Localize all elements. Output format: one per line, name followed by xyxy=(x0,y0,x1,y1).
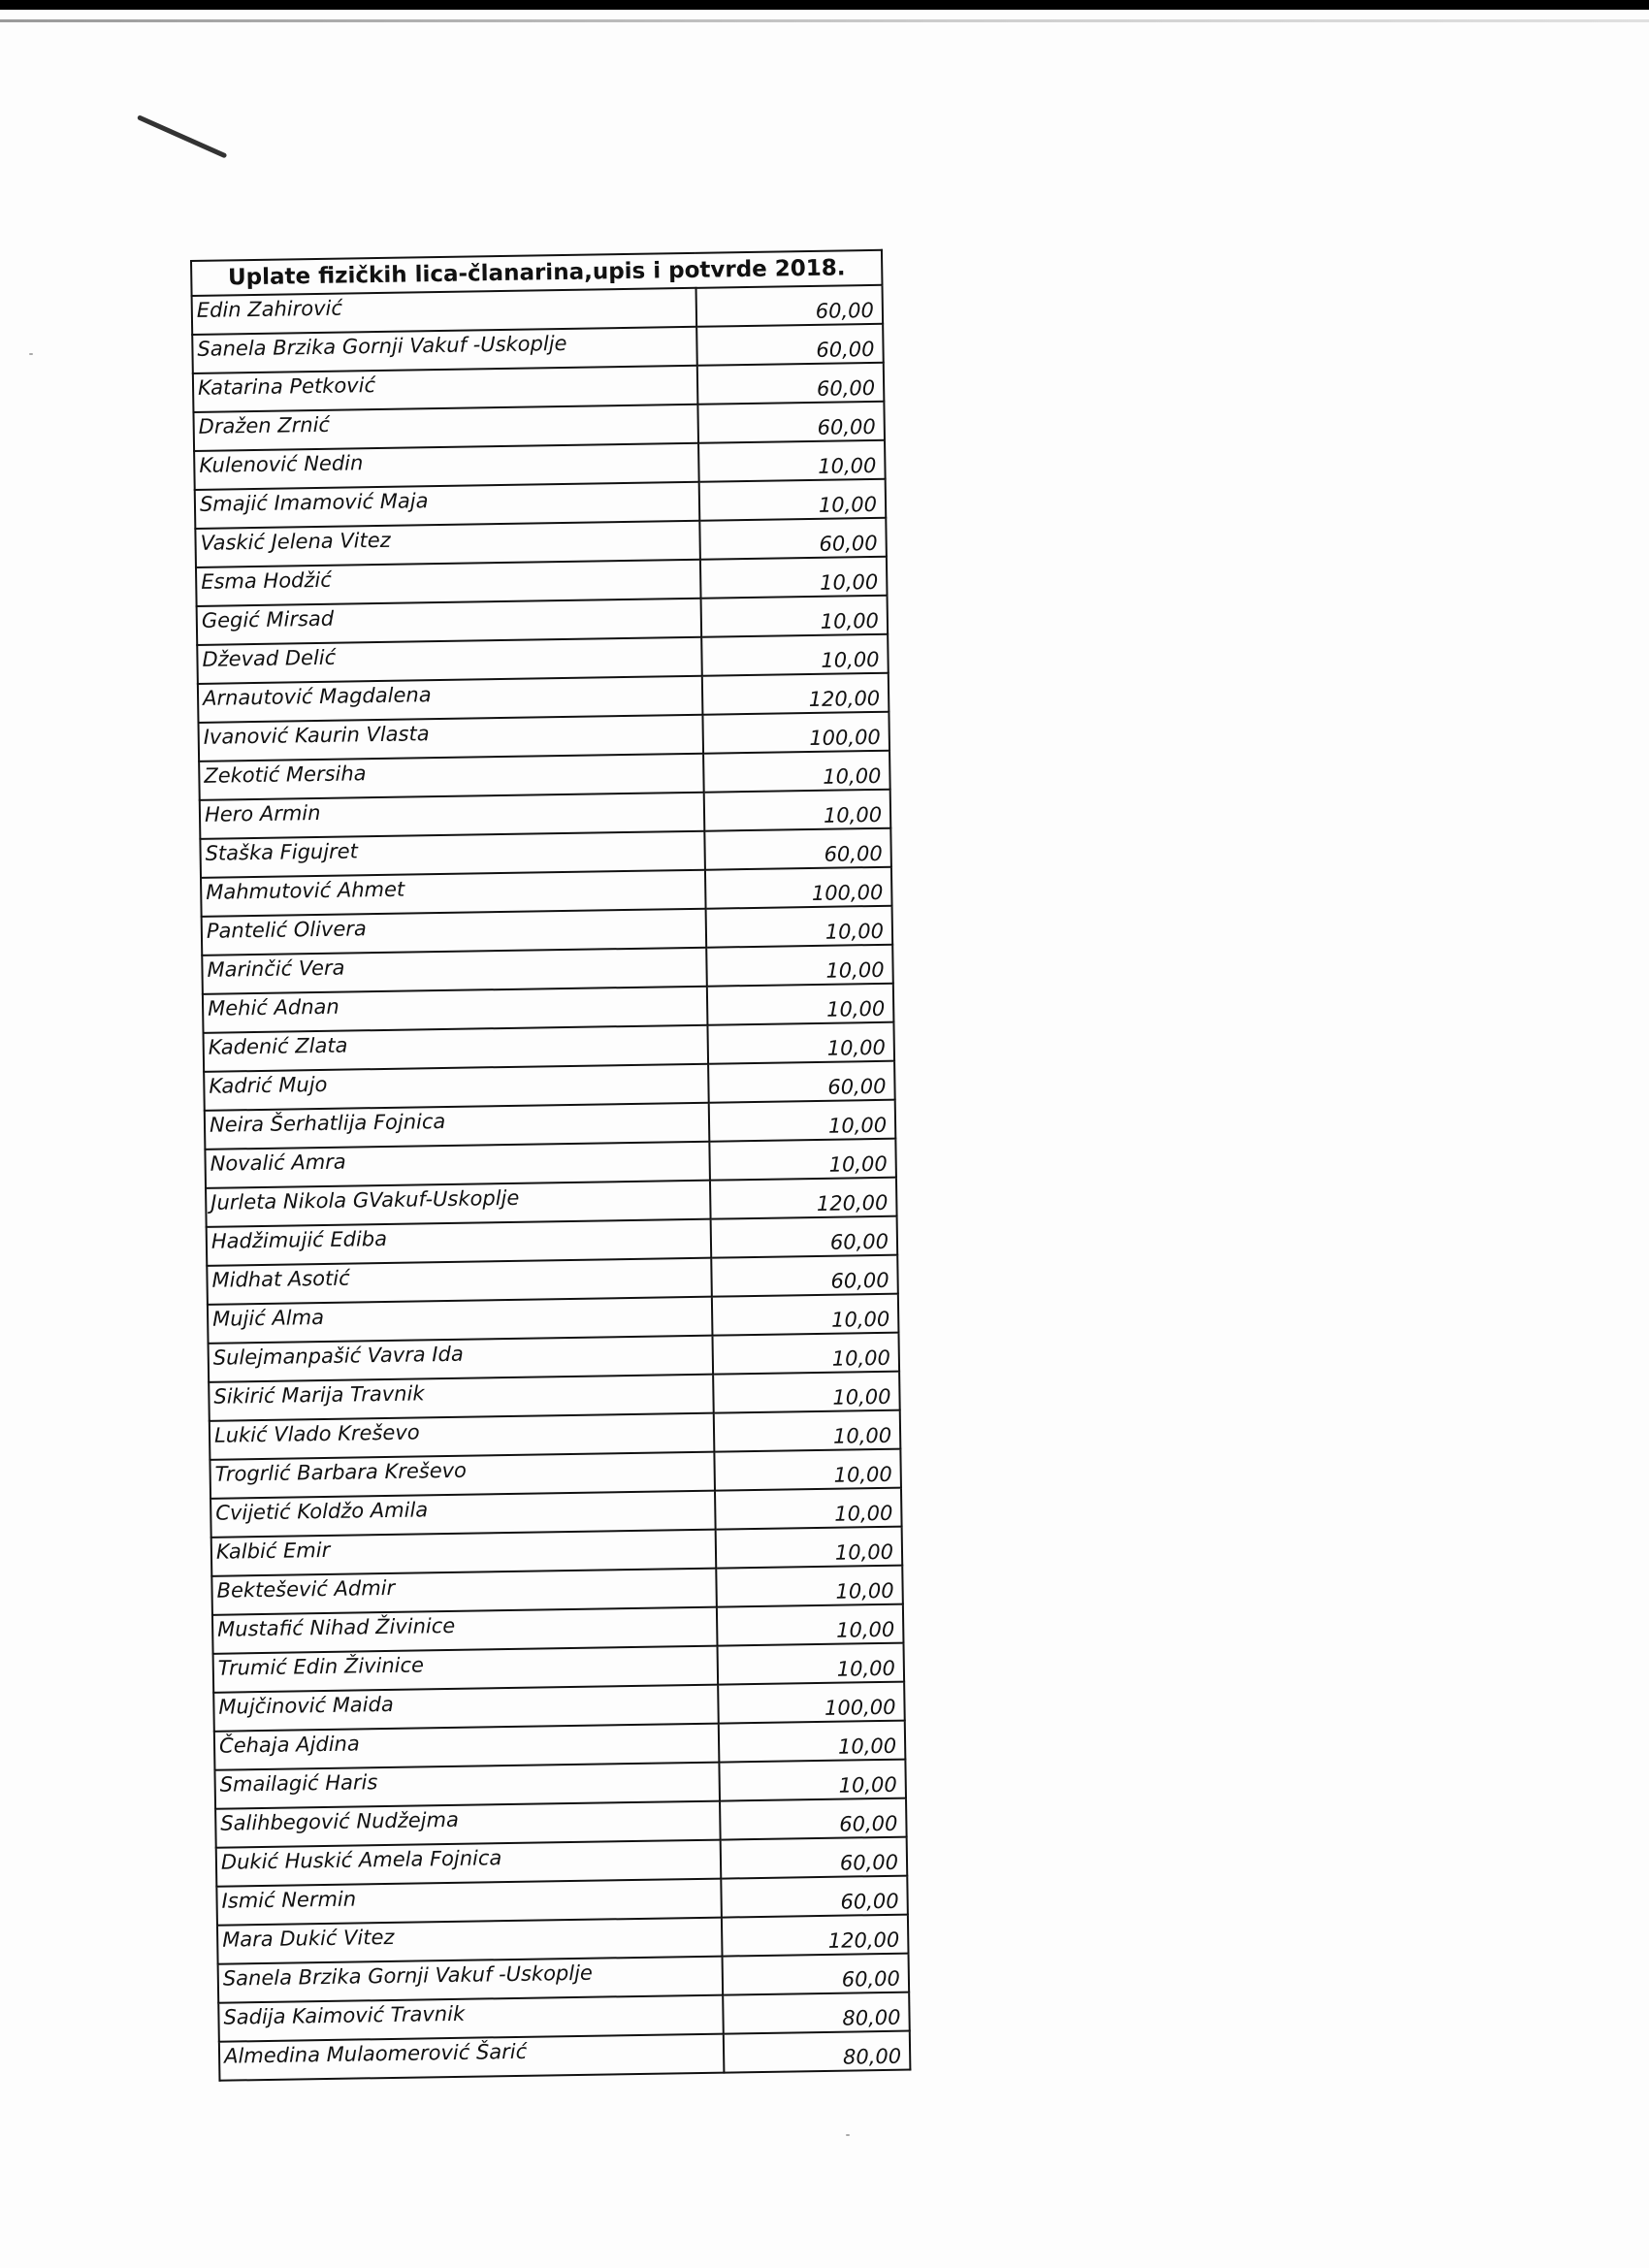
payer-name-cell: Sikirić Marija Travnik xyxy=(209,1375,714,1421)
payment-amount-cell: 60,00 xyxy=(721,1876,908,1918)
payment-amount-cell: 10,00 xyxy=(714,1449,901,1491)
payer-name-cell: Staška Figujret xyxy=(200,831,705,878)
payment-amount-cell: 60,00 xyxy=(696,285,884,327)
payment-amount-cell: 10,00 xyxy=(709,1139,896,1181)
payment-amount-cell: 10,00 xyxy=(698,440,886,482)
payer-name-cell: Cvijetić Koldžo Amila xyxy=(210,1491,716,1538)
payment-amount-cell: 100,00 xyxy=(702,712,889,754)
payment-amount-cell: 60,00 xyxy=(723,1954,910,1995)
payment-amount-cell: 60,00 xyxy=(696,324,884,366)
payment-amount-cell: 60,00 xyxy=(721,1837,908,1879)
payer-name-cell: Mujić Alma xyxy=(208,1297,713,1344)
payer-name-cell: Salihbegović Nudžejma xyxy=(215,1801,721,1848)
payments-table xyxy=(190,249,911,2082)
payment-amount-cell: 120,00 xyxy=(702,673,889,715)
paper-speck xyxy=(846,2134,850,2136)
payment-amount-cell: 10,00 xyxy=(701,596,889,637)
payer-name-cell: Bektešević Admir xyxy=(211,1569,717,1615)
payment-amount-cell: 60,00 xyxy=(697,363,885,405)
payer-name-cell: Esma Hodžić xyxy=(196,560,701,606)
payer-name-cell: Midhat Asotić xyxy=(207,1258,712,1305)
payment-amount-cell: 10,00 xyxy=(717,1604,904,1646)
payment-amount-cell: 10,00 xyxy=(718,1643,905,1685)
payer-name-cell: Mujčinović Maida xyxy=(213,1685,719,1732)
payment-amount-cell: 10,00 xyxy=(719,1760,906,1801)
payer-name-cell: Dukić Huskić Amela Fojnica xyxy=(216,1840,722,1887)
payer-name-cell: Jurleta Nikola GVakuf-Uskoplje xyxy=(206,1181,711,1227)
payment-amount-cell: 60,00 xyxy=(711,1255,898,1297)
payer-name-cell: Smajić Imamović Maja xyxy=(195,482,700,529)
payer-name-cell: Arnautović Magdalena xyxy=(198,676,703,723)
payer-name-cell: Marinčić Vera xyxy=(202,948,707,994)
payer-name-cell: Kadenić Zlata xyxy=(204,1025,709,1072)
payer-name-cell: Ismić Nermin xyxy=(216,1879,722,1926)
payment-amount-cell: 60,00 xyxy=(697,402,885,443)
payment-amount-cell: 60,00 xyxy=(711,1216,898,1258)
payment-amount-cell: 80,00 xyxy=(724,2031,911,2073)
payer-name-cell: Dževad Delić xyxy=(197,637,702,684)
payer-name-cell: Sanela Brzika Gornji Vakuf -Uskoplje xyxy=(192,327,697,373)
payer-name-cell: Trogrlić Barbara Kreševo xyxy=(210,1452,715,1499)
payment-amount-cell: 60,00 xyxy=(699,518,887,560)
staple-mark xyxy=(137,114,227,158)
table-title: Uplate fizičkih lica-članarina,upis i potvrde 2018. xyxy=(191,250,882,296)
payer-name-cell: Vaskić Jelena Vitez xyxy=(195,521,700,567)
scan-artifact-line xyxy=(0,19,1649,22)
scan-border xyxy=(0,0,1649,10)
payment-amount-cell: 10,00 xyxy=(707,1022,894,1064)
payer-name-cell: Sanela Brzika Gornji Vakuf -Uskoplje xyxy=(218,1957,724,2003)
payer-name-cell: Ivanović Kaurin Vlasta xyxy=(198,715,703,761)
payment-amount-cell: 100,00 xyxy=(718,1682,905,1724)
payer-name-cell: Neira Šerhatlija Fojnica xyxy=(205,1103,710,1150)
payment-amount-cell: 10,00 xyxy=(701,634,889,676)
payment-amount-cell: 80,00 xyxy=(723,1993,910,2034)
payment-amount-cell: 10,00 xyxy=(703,751,890,793)
payer-name-cell: Novalić Amra xyxy=(205,1142,710,1188)
payer-name-cell: Kulenović Nedin xyxy=(194,443,699,490)
payer-name-cell: Katarina Petković xyxy=(193,366,698,412)
payment-amount-cell: 10,00 xyxy=(699,479,887,521)
payment-amount-cell: 60,00 xyxy=(720,1798,907,1840)
payer-name-cell: Čehaja Ajdina xyxy=(214,1724,720,1770)
payer-name-cell: Mustafić Nihad Živinice xyxy=(212,1607,718,1654)
payment-amount-cell: 100,00 xyxy=(705,867,892,909)
payer-name-cell: Mahmutović Ahmet xyxy=(201,870,706,917)
payer-name-cell: Kalbić Emir xyxy=(211,1530,717,1576)
payments-document xyxy=(190,249,909,2082)
payer-name-cell: Pantelić Olivera xyxy=(202,909,707,956)
payment-amount-cell: 10,00 xyxy=(714,1410,901,1452)
payment-amount-cell: 60,00 xyxy=(704,828,891,870)
payer-name-cell: Mara Dukić Vitez xyxy=(217,1918,723,1964)
payment-amount-cell: 10,00 xyxy=(706,906,893,948)
payment-amount-cell: 10,00 xyxy=(712,1333,899,1375)
payment-amount-cell: 10,00 xyxy=(715,1488,902,1530)
payment-amount-cell: 120,00 xyxy=(722,1915,909,1957)
payment-amount-cell: 10,00 xyxy=(712,1294,899,1336)
payer-name-cell: Almedina Mulaomerović Šarić xyxy=(219,2034,725,2081)
payer-name-cell: Edin Zahirović xyxy=(192,288,697,335)
payer-name-cell: Zekotić Mersiha xyxy=(199,754,704,800)
payment-amount-cell: 10,00 xyxy=(709,1100,896,1142)
payment-amount-cell: 10,00 xyxy=(706,945,893,987)
payment-amount-cell: 10,00 xyxy=(704,790,891,831)
payer-name-cell: Sulejmanpašić Vavra Ida xyxy=(209,1336,714,1382)
payer-name-cell: Trumić Edin Živinice xyxy=(213,1646,719,1693)
payer-name-cell: Kadrić Mujo xyxy=(204,1064,709,1111)
payment-amount-cell: 10,00 xyxy=(713,1372,900,1413)
payment-amount-cell: 60,00 xyxy=(708,1061,895,1103)
payer-name-cell: Sadija Kaimović Travnik xyxy=(218,1995,724,2042)
payment-amount-cell: 10,00 xyxy=(716,1566,903,1607)
payment-amount-cell: 120,00 xyxy=(710,1178,897,1219)
payer-name-cell: Dražen Zrnić xyxy=(193,405,698,451)
payer-name-cell: Hero Armin xyxy=(200,793,705,839)
payment-amount-cell: 10,00 xyxy=(716,1527,903,1569)
payer-name-cell: Mehić Adnan xyxy=(203,987,708,1033)
payment-amount-cell: 10,00 xyxy=(707,984,894,1025)
payer-name-cell: Lukić Vlado Kreševo xyxy=(210,1413,715,1460)
payer-name-cell: Hadžimujić Ediba xyxy=(207,1219,712,1266)
payment-amount-cell: 10,00 xyxy=(719,1721,906,1763)
payer-name-cell: Smailagić Haris xyxy=(214,1763,720,1809)
payment-amount-cell: 10,00 xyxy=(700,557,888,599)
payer-name-cell: Gegić Mirsad xyxy=(197,599,702,645)
paper-speck xyxy=(29,353,33,355)
